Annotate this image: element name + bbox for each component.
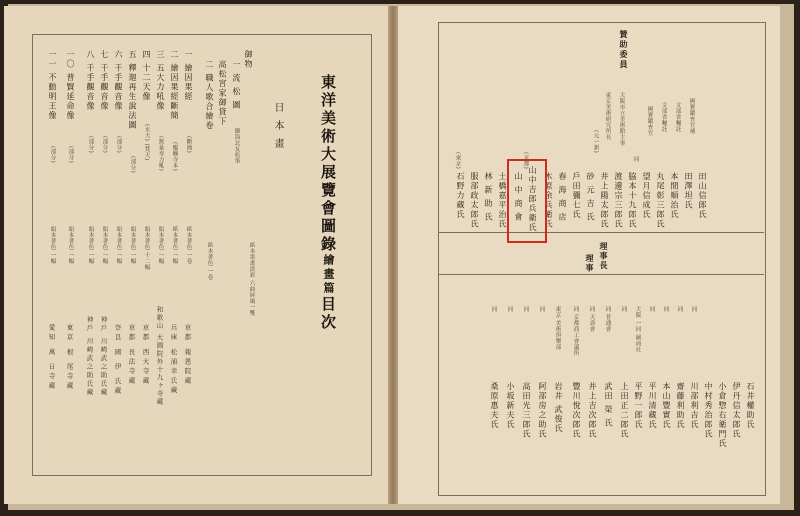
board-heading: 理事: [585, 254, 595, 273]
entry-title: 五 釋迦再生說法圖: [128, 50, 137, 131]
right-page-divider: [438, 274, 764, 275]
left-page: [4, 6, 388, 504]
sponsor-role: (京都): [522, 152, 529, 170]
entry-medium: 紙本著色 一幅: [171, 226, 178, 265]
board-name: 伊丹信太郎氏: [732, 382, 741, 439]
board-name: 桑原惠夫氏: [490, 382, 499, 430]
entry-medium: 絹本著色 一幅: [115, 226, 122, 265]
sponsor-role: 國寶鑑查官補: [688, 98, 695, 134]
sponsor-name: 山 中 商 會: [514, 172, 523, 223]
right-page-divider: [438, 232, 764, 233]
sponsor-name: 林 新 助 氏: [484, 172, 493, 223]
board-affil: 大阪 一同 圖商社: [634, 306, 641, 353]
sponsor-role: (元一新): [592, 130, 599, 154]
board-affil: 同: [522, 306, 529, 312]
entry-owner: 愛知 萬 日寺藏: [47, 324, 56, 392]
sponsor-name: 砂 元 吉 氏: [586, 172, 595, 223]
board-name: 本山豐實氏: [662, 382, 671, 430]
board-name: 平川清藏氏: [648, 382, 657, 430]
board-affil: 東京 美術倶樂部: [554, 306, 561, 351]
board-affil: 同 天壽會: [588, 306, 595, 333]
sponsor-role: 大阪市立美術館主事: [618, 92, 625, 146]
board-name: 井上吉次郎氏: [588, 382, 597, 439]
entry-owner: 兵庫 松浦幸氏藏: [169, 324, 178, 396]
sponsor-heading: 贊助委員: [619, 30, 629, 70]
entry-medium: 絹本著色 十二幅: [143, 226, 150, 271]
board-name: 中村秀治郎氏: [704, 382, 713, 439]
board-affil: 同: [690, 306, 697, 312]
preface-item: 二 職人歌合繪卷: [205, 60, 214, 131]
board-name: 小坂新夫氏: [506, 382, 515, 430]
sponsor-role: 同: [632, 156, 639, 162]
entry-medium: 紙本著色 一卷: [185, 226, 192, 265]
entry-medium: 絹本著色 一幅: [49, 226, 56, 265]
board-name: 上田正二郎氏: [620, 382, 629, 439]
sponsor-name: 山中吉郎兵衛氏: [528, 166, 537, 233]
section-heading: 日本畫: [272, 102, 283, 156]
sponsor-role: 文部省囑託: [674, 102, 681, 132]
entry-medium: 絹本著色 一幅: [67, 226, 74, 265]
board-name: 石井權助氏: [746, 382, 755, 430]
sponsor-name: 田山信郎氏: [698, 172, 707, 220]
entry-title: 二 繪因果經斷簡: [170, 50, 179, 121]
entry-sub: (部分): [101, 136, 108, 154]
book-gutter: [388, 6, 398, 504]
board-heading: 理事長: [599, 242, 609, 271]
board-affil: 同: [676, 306, 683, 312]
entry-title: 三 五大力吼像: [156, 50, 165, 112]
board-affil: 同: [490, 306, 497, 312]
entry-title: 一〇 普賢延命像: [66, 50, 75, 121]
board-affil: 同: [620, 306, 627, 312]
sponsor-name: 井上陽太郎氏: [600, 172, 609, 229]
entry-title: 四 十二天像: [142, 50, 151, 102]
sponsor-role: 國寶鑑查官: [646, 106, 653, 136]
entry-owner: 和歌山 大圓院外十九ヶ寺藏: [155, 306, 164, 406]
preface-item: 一 流 松 圖: [232, 60, 241, 111]
entry-title: 六 千手觀音像: [114, 50, 123, 112]
entry-owner: 京都 西大寺藏: [141, 324, 150, 387]
entry-title: 一一 不動明王像: [48, 50, 57, 121]
sponsor-name: 春 海 商 店: [558, 172, 567, 223]
preface-medium: 紙本著色 一卷: [206, 242, 213, 281]
highlight-box: [507, 159, 547, 243]
entry-owner: 京都 報恩院藏: [183, 324, 192, 387]
entry-medium: 絹本著色 一幅: [87, 226, 94, 265]
board-name: 川部利吉氏: [690, 382, 699, 430]
entry-title: 八 千手觀音像: [86, 50, 95, 112]
entry-title: 七 千手觀音像: [100, 50, 109, 112]
entry-owner: 神戶 川崎武之助氏藏: [99, 316, 108, 397]
board-affil: 同: [662, 306, 669, 312]
entry-medium: 絹本著色 一幅: [129, 226, 136, 265]
board-affil: 同 京都商工會議所: [572, 306, 579, 357]
sponsor-name: 渡邊宗三郎氏: [614, 172, 623, 229]
catalog-title: 東洋美術大展覽會圖錄繪畫篇目次: [319, 74, 337, 332]
right-page: [398, 6, 780, 504]
board-name: 小倉惣右衛門氏: [718, 382, 727, 449]
board-name: 高田光三郎氏: [522, 382, 531, 439]
board-name: 齋藤利助氏: [676, 382, 685, 430]
sponsor-role: 文部省囑託: [660, 102, 667, 132]
entry-sub: (無量寿力吼): [157, 136, 164, 172]
sponsor-name: 本間順治氏: [670, 172, 679, 220]
preface-note: 御海北友松筆: [233, 128, 240, 164]
sponsor-name: 服部政太郎氏: [470, 172, 479, 229]
preface-medium: 紙本墨畫淡彩 六曲屛風一雙: [248, 242, 255, 317]
entry-sub: (醍醐寺本): [171, 142, 178, 172]
sponsor-name: 田澤坦氏: [684, 172, 693, 210]
board-affil: 同: [506, 306, 513, 312]
board-name: 阿部房之助氏: [538, 382, 547, 439]
sponsor-name: 石野力藏氏: [456, 172, 465, 220]
entry-medium: 絹本著色 一幅: [101, 226, 108, 265]
entry-sub: (部分): [49, 146, 56, 164]
entry-owner: 東京 根 尾寺藏: [65, 324, 74, 392]
board-name: 平野一郎氏: [634, 382, 643, 430]
sponsor-role: (東京): [454, 152, 461, 170]
entry-owner: 京都 長法寺藏: [127, 324, 136, 387]
entry-sub: (水天) (梵天): [143, 124, 150, 161]
board-affil: 同 普通會: [604, 306, 611, 333]
entry-title: 一 繪因果經: [184, 50, 193, 102]
preface-item: 高松宮家御貸下: [218, 60, 227, 127]
sponsor-name: 望月信成氏: [642, 172, 651, 220]
board-name: 豐川悅次郎氏: [572, 382, 581, 439]
entry-medium: 絹本著色 一幅: [157, 226, 164, 265]
sponsor-name: 戶田彌七氏: [572, 172, 581, 220]
sponsor-name: 木原余兵衛氏: [544, 172, 553, 229]
board-name: 武田 榮 氏: [604, 382, 613, 429]
entry-sub: (部分): [67, 146, 74, 164]
entry-sub: (部分): [87, 136, 94, 154]
sponsor-name: 丸尾彰三郎氏: [656, 172, 665, 229]
entry-owner: 奈良 國 伊 氏藏: [113, 324, 122, 397]
entry-sub: (部分): [129, 156, 136, 174]
board-affil: 同: [648, 306, 655, 312]
entry-owner: 神戶 川崎武之助氏藏: [85, 316, 94, 397]
entry-sub: (部分): [115, 136, 122, 154]
sponsor-name: 脇本十九郎氏: [628, 172, 637, 229]
sponsor-role: 東京美術研究所長: [604, 92, 611, 140]
sponsor-name: 土橋嘉平治氏: [498, 172, 507, 229]
entry-sub: (斷簡): [185, 136, 192, 154]
board-name: 岩井 武俊氏: [554, 382, 563, 434]
board-affil: 同: [538, 306, 545, 312]
preface-item: 御物: [244, 50, 253, 69]
